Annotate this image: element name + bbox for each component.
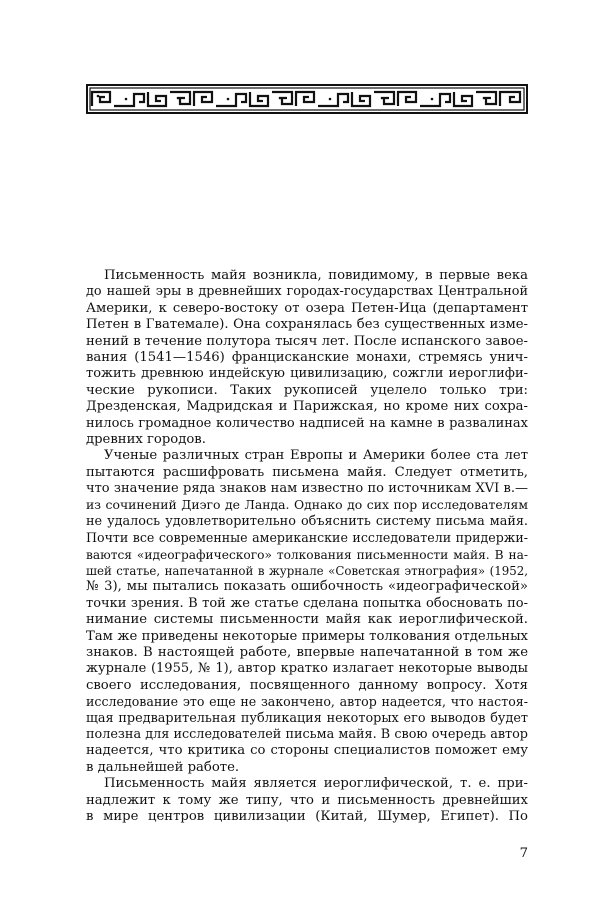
text-line: нений в течение полутора тысяч лет. После испанского завое- xyxy=(86,333,528,349)
text-line: Письменность майя является иероглифической, т. е. при- xyxy=(104,776,528,792)
text-line: что значение ряда знаков нам известно по источникам XVI в.— xyxy=(86,481,528,497)
text-line: знаков. В настоящей работе, впервые напечатанной в том же xyxy=(86,644,528,660)
text-line: Петен в Гватемале). Она сохранялась без существенных изме- xyxy=(86,317,528,333)
text-line: в мире центров цивилизации (Китай, Шумер, Египет). По xyxy=(86,808,528,824)
meander-ornament-icon xyxy=(86,84,528,114)
text-line: древних городов. xyxy=(86,431,206,447)
text-line: Дрезденская, Мадридская и Парижская, но кроме них сохра- xyxy=(86,399,528,415)
text-line: вания (1541—1546) францисканские монахи, стремясь унич- xyxy=(86,349,528,365)
text-line: из сочинений Диэго де Ланда. Однако до сих пор исследователям xyxy=(86,497,528,513)
text-line: Ученые различных стран Европы и Америки более ста лет xyxy=(104,448,528,464)
text-line: нимание системы письменности майя как иероглифической. xyxy=(86,612,528,628)
text-line: надеется, что критика со стороны специалистов поможет ему xyxy=(86,743,528,759)
text-line: Почти все современные американские исследователи придержи- xyxy=(86,530,528,546)
text-line: полезна для исследователей письма майя. В свою очередь автор xyxy=(86,726,528,742)
paragraph-1 xyxy=(86,268,528,448)
text-line: надлежит к тому же типу, что и письменность древнейших xyxy=(86,792,528,808)
text-line: № 3), мы пытались показать ошибочность «идеографической» xyxy=(86,579,528,595)
text-line: журнале (1955, № 1), автор кратко излагает некоторые выводы xyxy=(86,661,528,677)
text-line: ческие рукописи. Таких рукописей уцелело только три: xyxy=(86,382,528,398)
text-line: Там же приведены некоторые примеры толкования отдельных xyxy=(86,628,528,644)
text-line: своего исследования, посвященного данному вопросу. Хотя xyxy=(86,677,528,693)
text-line: ваются «идеографического» толкования письменности майя. В на- xyxy=(86,547,528,562)
text-line: точки зрения. В той же статье сделана попытка обосновать по- xyxy=(86,595,528,611)
page-number: 7 xyxy=(519,846,528,861)
text-line: до нашей эры в древнейших городах-государствах Центральной xyxy=(86,284,528,300)
text-line: Письменность майя возникла, повидимому, в первые века xyxy=(104,268,528,283)
text-line: тожить древнюю индейскую цивилизацию, сожгли иероглифи- xyxy=(86,366,528,382)
text-line: шей статье, напечатанной в журнале «Советская этнография» (1952, xyxy=(86,564,528,579)
text-line: нилось громадное количество надписей на камне в развалинах xyxy=(86,415,528,431)
body-text xyxy=(86,268,528,825)
text-line: не удалось удовлетворительно объяснить систему письма майя. xyxy=(86,513,528,529)
text-line: в дальнейшей работе. xyxy=(86,759,240,775)
paragraph-2 xyxy=(86,448,528,776)
text-line: щая предварительная публикация некоторых его выводов будет xyxy=(86,710,528,726)
text-line: пытаются расшифровать письмена майя. Следует отметить, xyxy=(86,464,528,480)
paragraph-3 xyxy=(86,776,528,825)
text-line: исследование это еще не закончено, автор надеется, что настоя- xyxy=(86,694,528,710)
text-line: Америки, к северо-востоку от озера Петен-Ица (департамент xyxy=(86,300,528,316)
